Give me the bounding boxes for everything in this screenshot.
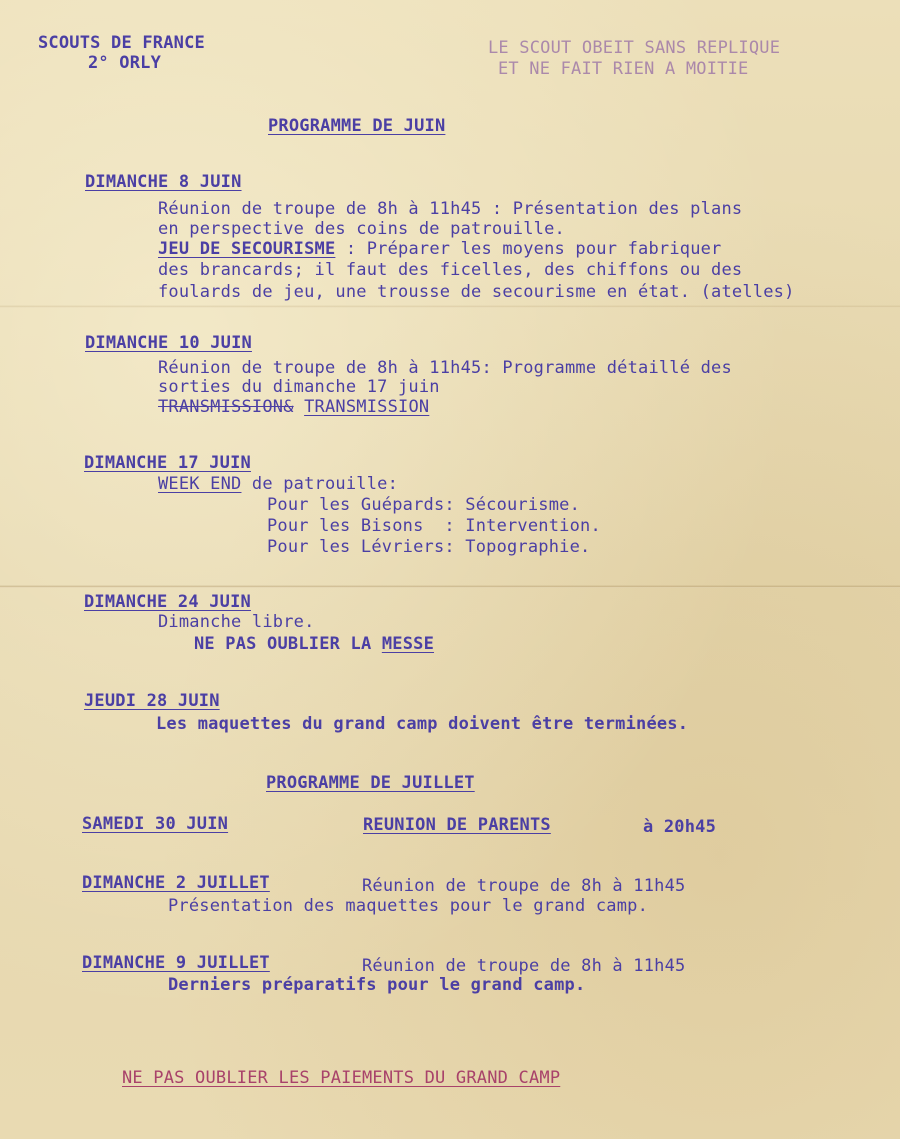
- date-heading: SAMEDI 30 JUIN: [82, 814, 229, 834]
- entry-line: Dimanche libre.: [158, 612, 315, 632]
- entry-line: Réunion de troupe de 8h à 11h45: Programme détaillé des: [158, 358, 732, 378]
- event-time: à 20h45: [643, 817, 717, 837]
- date-heading: DIMANCHE 10 JUIN: [85, 333, 252, 353]
- entry-text: : Préparer les moyens pour fabriquer: [335, 239, 722, 259]
- entry-line: Présentation des maquettes pour le grand camp.: [168, 896, 649, 916]
- reminder-text: NE PAS OUBLIER LA: [194, 634, 382, 654]
- struck-text: TRANSMISSION&: [158, 397, 294, 417]
- org-unit: 2° ORLY: [88, 53, 162, 73]
- entry-line: [158, 474, 398, 494]
- paper-fold: [0, 585, 900, 588]
- patrol-line: Pour les Lévriers: Topographie.: [267, 537, 591, 557]
- entry-line: foulards de jeu, une trousse de secourisme en état. (atelles): [158, 282, 795, 302]
- activity-title: JEU DE SECOURISME: [158, 239, 336, 259]
- entry-text: de patrouille:: [241, 474, 399, 494]
- paper-fold: [0, 305, 900, 308]
- date-heading: DIMANCHE 9 JUILLET: [82, 953, 270, 973]
- motto-line-2: ET NE FAIT RIEN A MOITIE: [498, 59, 749, 79]
- entry-line: Derniers préparatifs pour le grand camp.: [168, 975, 586, 995]
- july-programme-title: PROGRAMME DE JUILLET: [266, 773, 475, 793]
- activity-title: TRANSMISSION: [304, 397, 430, 417]
- june-programme-title: PROGRAMME DE JUIN: [268, 116, 446, 136]
- entry-line: [158, 397, 429, 417]
- entry-line: Réunion de troupe de 8h à 11h45: [362, 876, 686, 896]
- reminder-emphasis: MESSE: [381, 634, 435, 654]
- activity-title: WEEK END: [158, 474, 242, 494]
- entry-line: Les maquettes du grand camp doivent être terminées.: [156, 714, 689, 734]
- patrol-line: Pour les Guépards: Sécourisme.: [267, 495, 581, 515]
- entry-line: Réunion de troupe de 8h à 11h45 : Présentation des plans: [158, 199, 743, 219]
- entry-line: des brancards; il faut des ficelles, des chiffons ou des: [158, 260, 743, 280]
- date-heading: JEUDI 28 JUIN: [84, 691, 220, 711]
- entry-line: [158, 239, 722, 259]
- date-heading: DIMANCHE 2 JUILLET: [82, 873, 270, 893]
- entry-line: en perspective des coins de patrouille.: [158, 219, 565, 239]
- date-heading: DIMANCHE 24 JUIN: [84, 592, 251, 612]
- entry-line: sorties du dimanche 17 juin: [158, 377, 440, 397]
- patrol-line: Pour les Bisons : Intervention.: [267, 516, 601, 536]
- entry-line: Réunion de troupe de 8h à 11h45: [362, 956, 686, 976]
- payment-reminder: NE PAS OUBLIER LES PAIEMENTS DU GRAND CAMP: [122, 1068, 561, 1088]
- date-heading: DIMANCHE 17 JUIN: [84, 453, 251, 473]
- reminder-line: [194, 634, 434, 654]
- org-name: SCOUTS DE FRANCE: [38, 33, 205, 53]
- date-heading: DIMANCHE 8 JUIN: [85, 172, 242, 192]
- event-title: REUNION DE PARENTS: [363, 815, 551, 835]
- motto-line-1: LE SCOUT OBEIT SANS REPLIQUE: [488, 38, 781, 58]
